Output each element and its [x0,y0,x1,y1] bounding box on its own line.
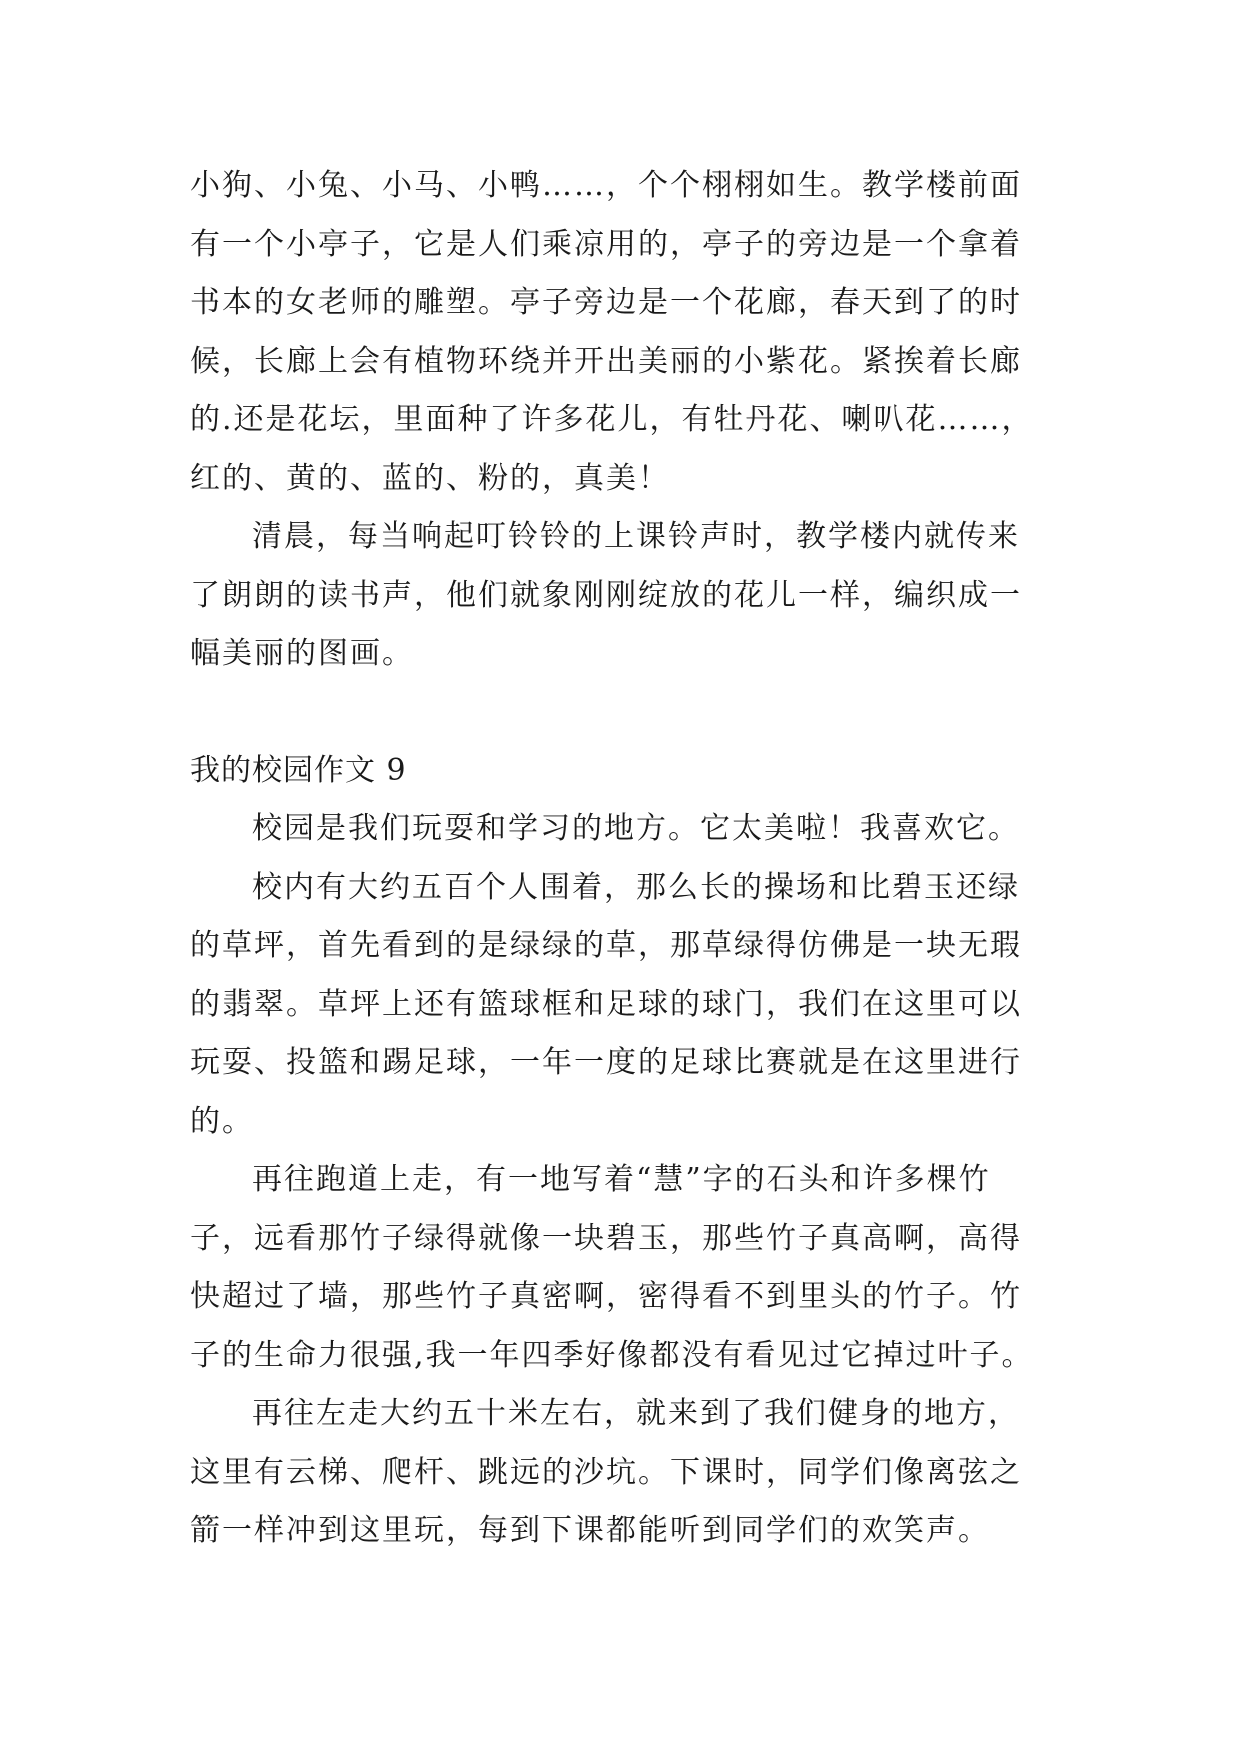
text-line: 这里有云梯、爬杆、跳远的沙坑。下课时，同学们像离弦之 [190,1454,1022,1490]
text-line: 有一个小亭子，它是人们乘凉用的，亭子的旁边是一个拿着 [190,226,1022,262]
paragraph-fitness-area [190,1385,1070,1561]
paragraph-playground [190,859,1070,1152]
text-line: 玩耍、投篮和踢足球，一年一度的足球比赛就是在这里进行 [190,1045,1022,1080]
text-line: 小狗、小兔、小马、小鸭……，个个栩栩如生。教学楼前面 [190,168,1022,203]
text-line: 再往跑道上走，有一地写着“慧”字的石头和许多棵竹 [252,1162,991,1197]
section-spacer [190,684,1070,742]
document-body [190,157,1070,1561]
paragraph-intro [190,800,1070,859]
text-line: 子的生命力很强,我一年四季好像都没有看见过它掉过叶子。 [190,1337,1034,1373]
text-line: 了朗朗的读书声，他们就象刚刚绽放的花儿一样，编织成一 [190,577,1022,613]
paragraph-campus-description [190,157,1070,508]
text-line: 的翡翠。草坪上还有篮球框和足球的球门，我们在这里可以 [190,986,1022,1022]
text-line: 快超过了墙，那些竹子真密啊，密得看不到里头的竹子。竹 [190,1279,1022,1314]
text-line: 书本的女老师的雕塑。亭子旁边是一个花廊，春天到了的时 [190,285,1022,320]
text-line: 的草坪，首先看到的是绿绿的草，那草绿得仿佛是一块无瑕 [190,928,1022,963]
text-line: 箭一样冲到这里玩，每到下课都能听到同学们的欢笑声。 [190,1513,990,1548]
text-line: 子，远看那竹子绿得就像一块碧玉，那些竹子真高啊，高得 [190,1220,1022,1256]
text-line: 的.还是花坛，里面种了许多花儿，有牡丹花、喇叭花……， [190,402,1034,437]
text-line: 校园是我们玩耍和学习的地方。它太美啦！我喜欢它。 [252,811,1020,846]
paragraph-bamboo [190,1151,1070,1385]
essay-title: 我的校园作文 9 [190,752,407,788]
paragraph-morning [190,508,1070,684]
text-line: 红的、黄的、蓝的、粉的，真美！ [190,460,670,496]
text-line: 候，长廊上会有植物环绕并开出美丽的小紫花。紧挨着长廊 [190,343,1022,379]
text-line: 再往左走大约五十米左右，就来到了我们健身的地方， [252,1396,1020,1431]
text-line: 清晨，每当响起叮铃铃的上课铃声时，教学楼内就传来 [252,519,1020,554]
text-line: 校内有大约五百个人围着，那么长的操场和比碧玉还绿 [252,869,1020,905]
text-line: 的。 [190,1103,254,1139]
text-line: 幅美丽的图画。 [190,636,414,671]
